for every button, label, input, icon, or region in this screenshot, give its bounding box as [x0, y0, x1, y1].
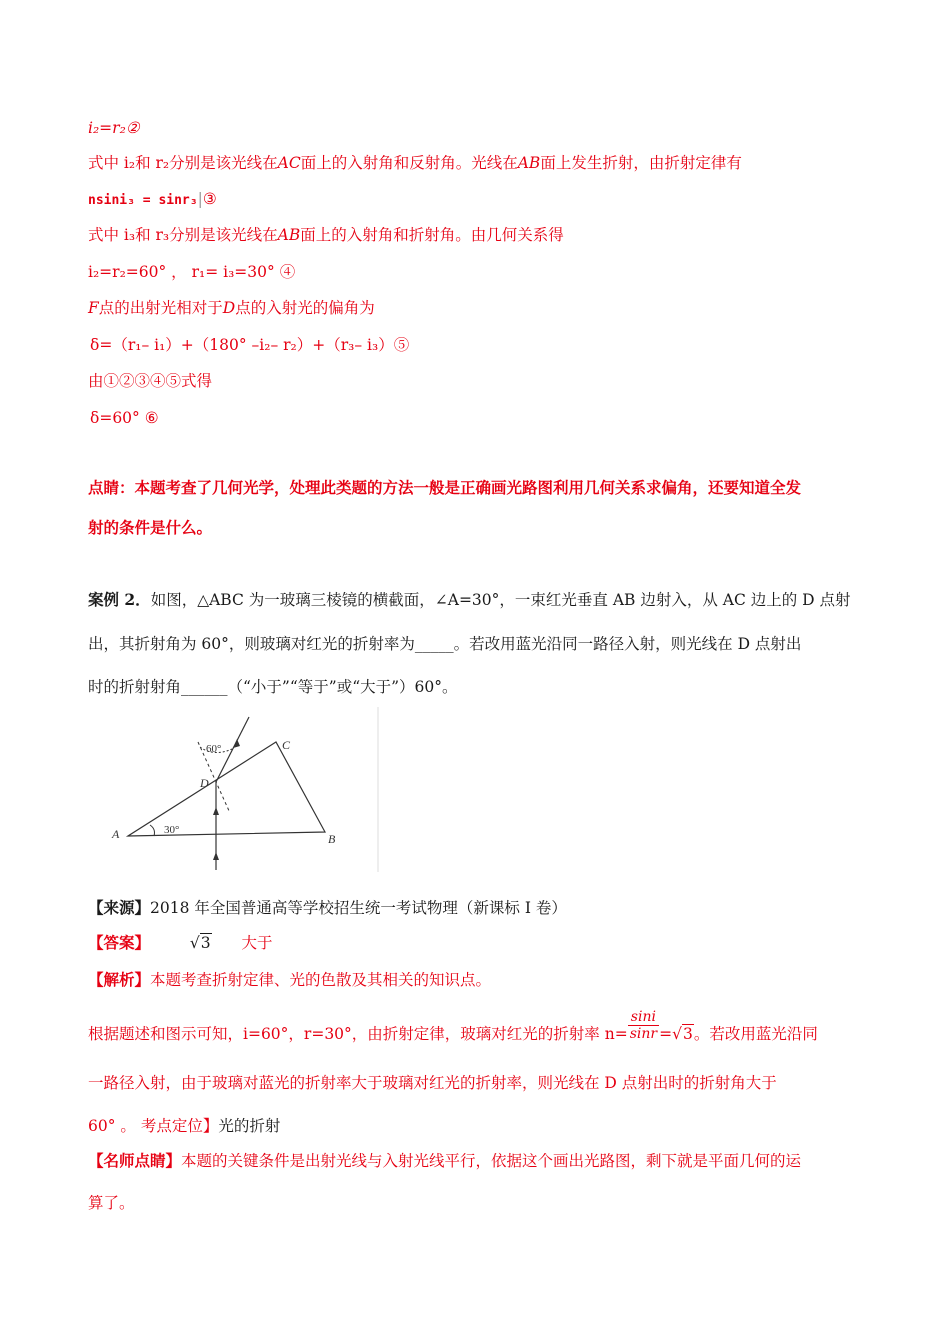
- analysis-para-line1: [88, 1008, 818, 1044]
- face-ab: AB: [277, 226, 301, 244]
- text: 点的入射光的偏角为: [235, 299, 375, 317]
- equation-6: δ=60° ⑥: [90, 409, 159, 427]
- tip-text: 本题的关键条件是出射光线与入射光线平行，依据这个画出光路图，剩下就是平面几何的运: [181, 1152, 802, 1170]
- equals: =: [659, 1025, 673, 1043]
- sqrt3: √3: [672, 1025, 693, 1043]
- text: 面上的入射角和反射角。光线在: [300, 154, 518, 172]
- text: 如图，△ABC 为一玻璃三棱镜的横截面，∠A=30°，一束红光垂直 AB 边射入，从 AC 边上的 D 点射: [150, 591, 851, 609]
- case-question-line2: 出，其折射角为 60°，则玻璃对红光的折射率为_____。若改用蓝光沿同一路径入射，则光线在 D 点射出: [88, 635, 802, 653]
- label-30: 30°: [164, 824, 180, 836]
- source-text: 2018 年全国普通高等学校招生统一考试物理（新课标 I 卷）: [150, 899, 567, 917]
- tip-line1: [88, 1151, 801, 1171]
- circle-3: ③: [202, 190, 217, 208]
- label-b: B: [328, 832, 336, 846]
- text: 。若改用蓝光沿同: [693, 1025, 818, 1043]
- case-question-line1: [88, 590, 851, 610]
- equation-4: i₂=r₂=60° ， r₁= i₃=30° ④: [88, 263, 296, 281]
- text: 式中 i₃和 r₃分别是该光线在: [88, 226, 278, 244]
- tip-line2: 算了。: [88, 1194, 135, 1212]
- paragraph-combine: 由①②③④⑤式得: [88, 372, 213, 390]
- text: 面上发生折射，由折射定律有: [540, 154, 742, 172]
- tip-tag: 【名师点睛】: [88, 1151, 182, 1170]
- case-label: 案例 2．: [88, 590, 151, 609]
- analysis-line: [88, 970, 491, 990]
- tip-paragraph-line2: 射的条件是什么。: [88, 518, 213, 537]
- analysis-para-line2: 一路径入射，由于玻璃对蓝光的折射率大于玻璃对红光的折射率，则光线在 D 点射出时的折射角大于: [88, 1074, 777, 1092]
- label-60: 60°: [206, 743, 222, 755]
- case-question-line3: 时的折射射角______（“小于”“等于”或“大于”）60°。: [88, 678, 458, 696]
- source-tag: 【来源】: [88, 898, 151, 917]
- topic-text: 光的折射: [218, 1117, 281, 1135]
- answer-sqrt3: √3: [189, 934, 211, 952]
- answer-line: [88, 933, 273, 953]
- point-f: F: [88, 299, 99, 317]
- fraction-sini-sinr: $\frac{\sin i}{\sin r}$: [629, 1008, 658, 1042]
- text: 面上的入射角和折射角。由几何关系得: [300, 226, 564, 244]
- text: 点的出射光相对于: [98, 299, 223, 317]
- tip-paragraph-line1: 点睛：本题考查了几何光学，处理此类题的方法一般是正确画光路图利用几何关系求偏角，还要知道全发: [88, 478, 802, 497]
- label-d: D: [200, 776, 209, 790]
- analysis-para-line3: [88, 1116, 280, 1136]
- analysis-text: 本题考查折射定律、光的色散及其相关的知识点。: [150, 971, 492, 989]
- equation-5: δ=（r₁– i₁）+（180° –i₂– r₂）+（r₃– i₃）⑤: [90, 336, 410, 354]
- source-line: [88, 898, 567, 918]
- face-ac: AC: [277, 154, 301, 172]
- paragraph-ac-face: [88, 153, 742, 173]
- label-a: A: [112, 827, 120, 841]
- equation-3: nsini₃ = sinr₃|③: [88, 190, 217, 208]
- text: 60° 。 考点定位】: [88, 1117, 219, 1135]
- analysis-tag: 【解析】: [88, 970, 151, 989]
- point-d: D: [222, 299, 236, 317]
- equation-2: i₂=r₂②: [88, 119, 140, 137]
- snell-equation: nsini₃ = sinr₃: [88, 193, 198, 208]
- label-c: C: [282, 738, 291, 752]
- answer-tag: 【答案】: [88, 933, 151, 952]
- prism-figure: [88, 707, 380, 872]
- face-ab: AB: [517, 154, 541, 172]
- text: 式中 i₂和 r₂分别是该光线在: [88, 154, 278, 172]
- answer-text: 大于: [241, 934, 273, 952]
- paragraph-deviation: [88, 298, 375, 318]
- paragraph-ab-face: [88, 225, 564, 245]
- text: 根据题述和图示可知，i=60°，r=30°，由折射定律，玻璃对红光的折射率 n=: [88, 1025, 628, 1043]
